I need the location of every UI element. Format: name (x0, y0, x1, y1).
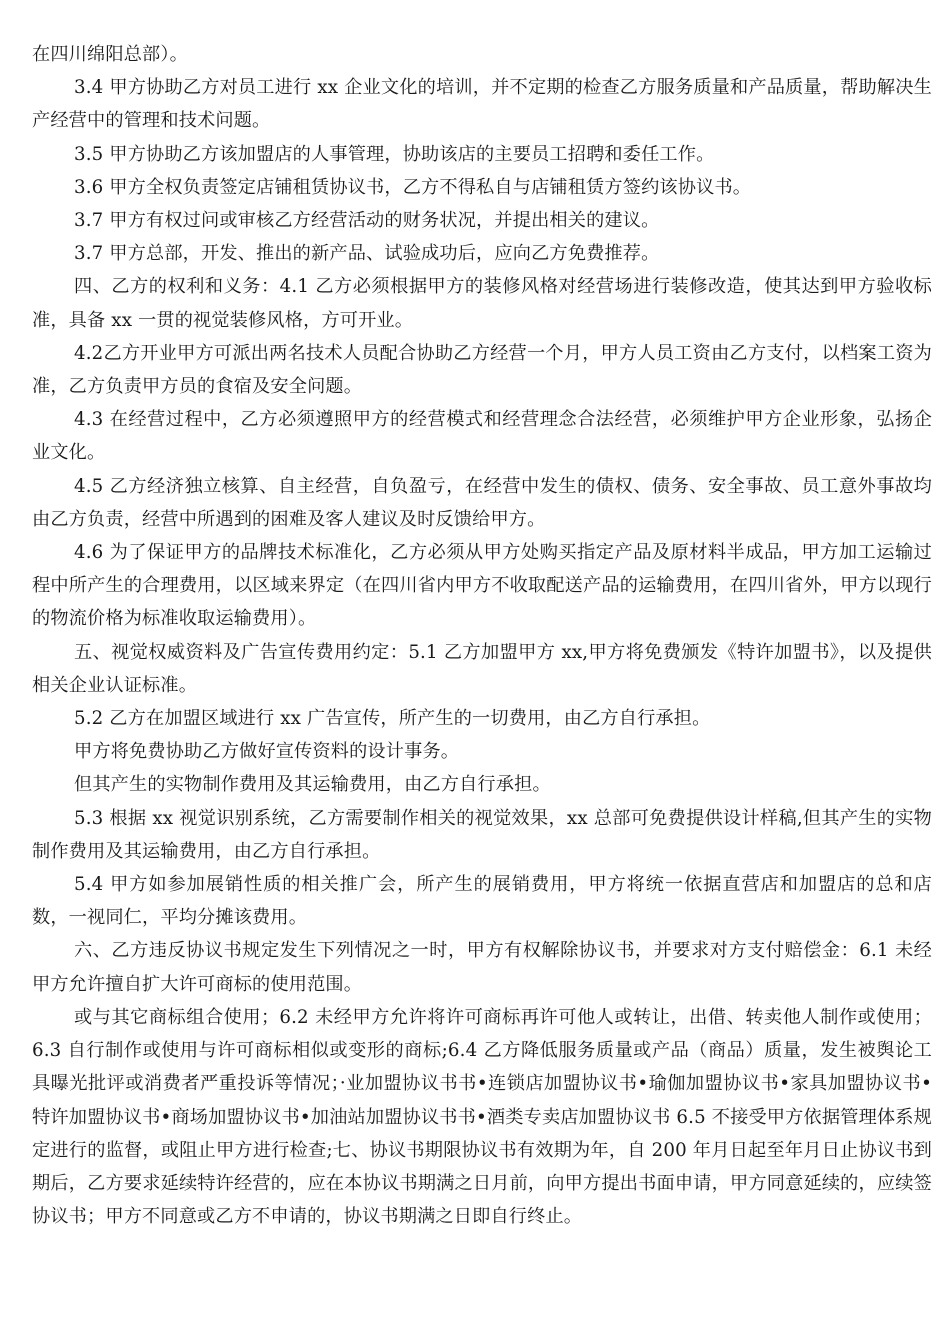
paragraph-6-2-to-7: 或与其它商标组合使用；6.2 未经甲方允许将许可商标再许可他人或转让，出借、转卖他人制作或使用；6.3 自行制作或使用与许可商标相似或变形的商标;6.4 乙方降低服务质量或产品（商品）质量，发生被舆论工具曝光批评或消费者严重投诉等情况；·业加盟协议书书•连锁店加盟协议书•瑜伽加盟协议书•家具加盟协议书•特许加盟协议书•商场加盟协议书•加油站加盟协议书书•酒类专卖店加盟协议书 6.5 不接受甲方依据管理体系规定进行的监督，或阻止甲方进行检查;七、协议书期限协议书有效期为年，自 200 年月日起至年月日止协议书到期后，乙方要求延续特许经营的，应在本协议书期满之日月前，向甲方提出书面申请，甲方同意延续的，应续签协议书；甲方不同意或乙方不申请的，协议书期满之日即自行终止。 (32, 1006, 932, 1228)
paragraph-section-5: 五、视觉权威资料及广告宣传费用约定：5.1 乙方加盟甲方 xx,甲方将免费颁发《特许加盟书》，以及提供相关企业认证标准。 (32, 641, 932, 696)
paragraph-5-2: 5.2 乙方在加盟区域进行 xx 广告宣传，所产生的一切费用，由乙方自行承担。 (74, 708, 711, 730)
paragraph-4-6: 4.6 为了保证甲方的品牌技术标准化，乙方必须从甲方处购买指定产品及原材料半成品，甲方加工运输过程中所产生的合理费用，以区域来界定（在四川省内甲方不收取配送产品的运输费用，在四川省外，甲方以现行的物流价格为标准收取运输费用）。 (32, 542, 932, 630)
paragraph-3-6: 3.6 甲方全权负责签定店铺租赁协议书，乙方不得私自与店铺租赁方签约该协议书。 (74, 176, 752, 198)
paragraph-0: 在四川绵阳总部）。 (32, 44, 188, 65)
paragraph-4-2: 4.2乙方开业甲方可派出两名技术人员配合协助乙方经营一个月，甲方人员工资由乙方支付，以档案工资为准，乙方负责甲方员的食宿及安全问题。 (32, 342, 932, 398)
paragraph-5-2-cost: 但其产生的实物制作费用及其运输费用，由乙方自行承担。 (74, 774, 551, 796)
paragraph-4-3: 4.3 在经营过程中，乙方必须遵照甲方的经营模式和经营理念合法经营，必须维护甲方企业形象，弘扬企业文化。 (32, 409, 932, 464)
paragraph-section-6: 六、乙方违反协议书规定发生下列情况之一时，甲方有权解除协议书，并要求对方支付赔偿金：6.1 未经甲方允许擅自扩大许可商标的使用范围。 (32, 940, 932, 995)
paragraph-5-3: 5.3 根据 xx 视觉识别系统，乙方需要制作相关的视觉效果，xx 总部可免费提供设计样稿,但其产生的实物制作费用及其运输费用，由乙方自行承担。 (32, 807, 932, 862)
paragraph-3-7a: 3.7 甲方有权过问或审核乙方经营活动的财务状况，并提出相关的建议。 (74, 210, 660, 232)
paragraph-4-5: 4.5 乙方经济独立核算、自主经营，自负盈亏，在经营中发生的债权、债务、安全事故、员工意外事故均由乙方负责，经营中所遇到的困难及客人建议及时反馈给甲方。 (32, 475, 932, 530)
paragraph-3-4: 3.4 甲方协助乙方对员工进行 xx 企业文化的培训，并不定期的检查乙方服务质量和产品质量，帮助解决生产经营中的管理和技术问题。 (32, 77, 932, 132)
paragraph-3-7b: 3.7 甲方总部，开发、推出的新产品、试验成功后，应向乙方免费推荐。 (74, 243, 660, 265)
paragraph-5-4: 5.4 甲方如参加展销性质的相关推广会，所产生的展销费用，甲方将统一依据直营店和加盟店的总和店数，一视同仁，平均分摊该费用。 (32, 874, 932, 929)
paragraph-section-4: 四、乙方的权利和义务：4.1 乙方必须根据甲方的装修风格对经营场进行装修改造，使其达到甲方验收标准，具备 xx 一贯的视觉装修风格，方可开业。 (32, 276, 932, 331)
paragraph-5-2-design: 甲方将免费协助乙方做好宣传资料的设计事务。 (74, 741, 460, 763)
document-page (32, 38, 932, 1233)
paragraph-3-5: 3.5 甲方协助乙方该加盟店的人事管理，协助该店的主要员工招聘和委任工作。 (74, 143, 715, 165)
